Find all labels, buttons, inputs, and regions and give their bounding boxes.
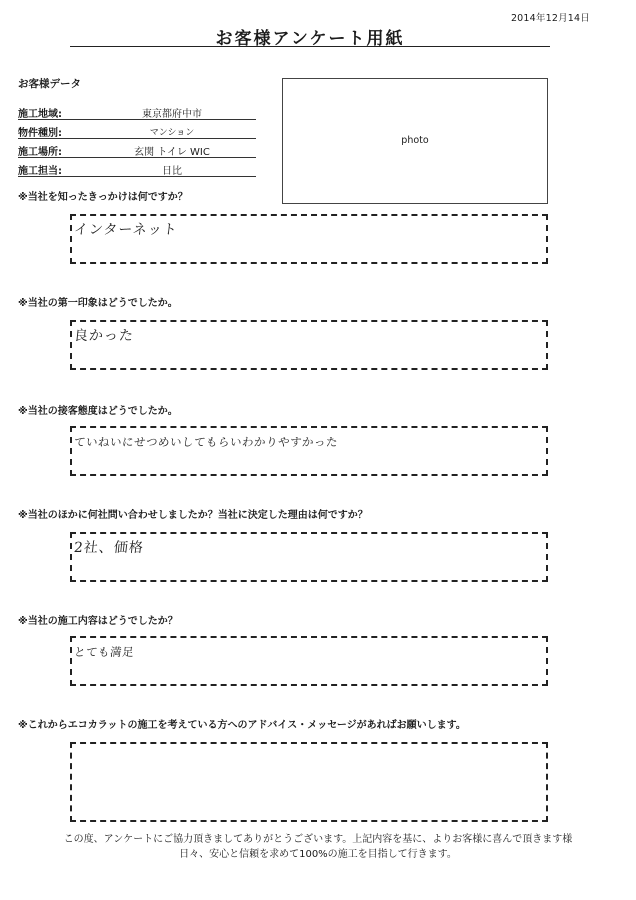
customer-row-staff [18,161,256,177]
answer-box-4 [70,532,548,582]
answer-box-6 [70,742,548,822]
photo-label: photo [401,135,429,146]
location-label: 施工場所: [18,147,62,158]
area-value: 東京都府中市 [142,109,202,120]
property-type-label: 物件種別: [18,128,62,139]
page-title: お客様アンケート用紙 [215,29,405,49]
survey-date: 2014年12月14日 [510,13,590,24]
location-value: 玄関 トイレ WIC [134,147,210,158]
customer-data-heading: お客様データ [18,78,81,90]
footer-message-line-2: 日々、安心と信頼を求めて100%の施工を目指して行きます。 [179,849,457,860]
staff-value: 日比 [162,166,182,177]
question-6: ※これからエコカラットの施工を考えている方へのアドバイス・メッセージがあればお願いします。 [18,720,466,731]
photo-placeholder [282,78,548,204]
answer-box-2 [70,320,548,370]
answer-1: インターネット [73,222,179,238]
question-5: ※当社の施工内容はどうでしたか？ [18,616,178,627]
title-underline [70,46,550,47]
answer-box-5 [70,636,548,686]
question-2: ※当社の第一印象はどうでしたか。 [18,298,178,309]
question-1: ※当社を知ったきっかけは何ですか？ [18,192,188,203]
answer-box-1 [70,214,548,264]
customer-row-area [18,104,256,120]
customer-row-location [18,142,256,158]
question-3: ※当社の接客態度はどうでしたか。 [18,406,178,417]
area-label: 施工地域: [18,109,62,120]
question-4: ※当社のほかに何社問い合わせしましたか？当社に決定した理由は何ですか？ [18,510,368,521]
answer-5: とても満足 [73,645,135,659]
customer-row-property-type [18,123,256,139]
answer-2: 良かった [73,328,135,344]
footer-message-line-1: この度、アンケートにご協力頂きましてありがとうございます。上記内容を基に、よりお客様に喜んで頂きます様 [63,834,573,845]
answer-3: ていねいにせつめいしてもらいわかりやすかった [73,435,339,449]
staff-label: 施工担当: [18,166,62,177]
answer-box-3 [70,426,548,476]
property-type-value: マンション [149,128,195,138]
answer-4: 2社、価格 [73,540,145,556]
